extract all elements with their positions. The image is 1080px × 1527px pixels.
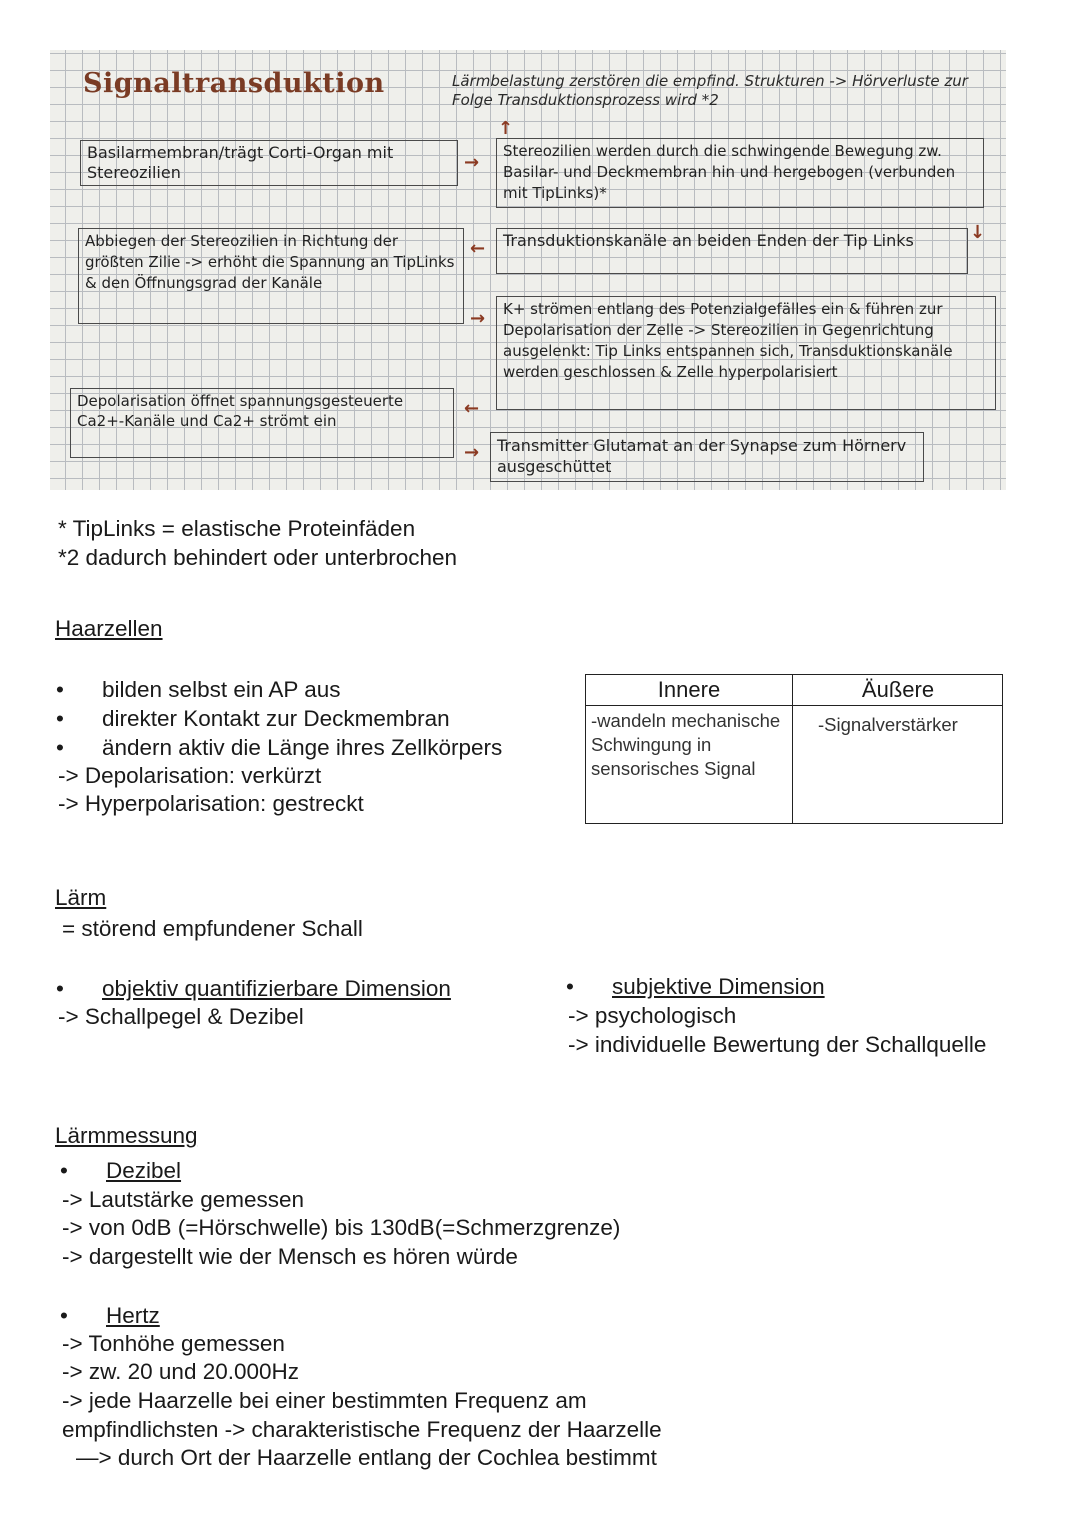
list-line: -> Tonhöhe gemessen <box>62 1331 285 1356</box>
list-line: -> Hyperpolarisation: gestreckt <box>58 791 364 816</box>
list-line: -> Schallpegel & Dezibel <box>58 1004 304 1029</box>
arrow-right-icon: → <box>464 442 480 463</box>
list-item: • Hertz <box>60 1303 160 1328</box>
list-line: empfindlichsten -> charakteristische Frequenz der Haarzelle <box>62 1417 662 1442</box>
list-line: -> Depolarisation: verkürzt <box>58 763 322 788</box>
list-item: • ändern aktiv die Länge ihres Zellkörpers <box>56 735 503 760</box>
table-header-innere: Innere <box>657 677 721 702</box>
list-item: • bilden selbst ein AP aus <box>56 677 341 702</box>
box-abbiegen: Abbiegen der Stereozilien in Richtung der größten Zilie -> erhöht die Spannung an TipLinks & den Öffnungsgrad der Kanäle <box>78 228 464 324</box>
bullet-icon: • <box>56 735 64 760</box>
list-line: -> dargestellt wie der Mensch es hören würde <box>62 1244 518 1269</box>
table-cell-innere-line: -wandeln mechanische <box>591 710 781 731</box>
list-line: -> zw. 20 und 20.000Hz <box>62 1359 300 1384</box>
table-cell-innere-line: sensorisches Signal <box>591 758 756 779</box>
haarzellen-table <box>585 674 1003 824</box>
list-item: • objektiv quantifizierbare Dimension <box>56 976 451 1001</box>
footnote-tiplinks: * TipLinks = elastische Proteinfäden <box>58 516 416 541</box>
table-header-aeussere: Äußere <box>861 677 935 702</box>
bullet-icon: • <box>56 976 64 1001</box>
box-kalium-einstrom: K+ strömen entlang des Potenzialgefälles ein & führen zur Depolarisation der Zelle -> Stereozilien in Gegenrichtung ausgelenkt: Tip Links entspannen sich, Transduktionskanäle werden geschlossen & Zelle hyperpolarisiert <box>496 296 996 410</box>
arrow-up-icon: ↑ <box>498 118 514 139</box>
laerm-definition: = störend empfundener Schall <box>62 916 363 941</box>
box-transduktionskanaele: Transduktionskanäle an beiden Enden der Tip Links <box>496 228 968 274</box>
bullet-icon: • <box>60 1303 68 1328</box>
list-item: • subjektive Dimension <box>566 974 825 999</box>
bullet-icon: • <box>60 1158 68 1183</box>
list-line: -> Lautstärke gemessen <box>62 1187 305 1212</box>
heading-laerm: Lärm <box>55 885 107 910</box>
list-item: • direkter Kontakt zur Deckmembran <box>56 706 450 731</box>
box-transmitter: Transmitter Glutamat an der Synapse zum Hörnerv ausgeschüttet <box>490 432 924 482</box>
list-line: -> von 0dB (=Hörschwelle) bis 130dB(=Schmerzgrenze) <box>62 1215 621 1240</box>
handwritten-notes-photo <box>50 50 1006 490</box>
arrow-right-icon: → <box>464 152 480 173</box>
bullet-icon: • <box>56 677 64 702</box>
handwritten-title: Signaltransduktion <box>83 68 385 99</box>
box-basilarmembran: Basilarmembran/trägt Corti-Organ mit Stereozilien <box>80 140 458 186</box>
heading-haarzellen: Haarzellen <box>55 616 163 641</box>
list-line: -> jede Haarzelle bei einer bestimmten Frequenz am <box>62 1388 587 1413</box>
arrow-left-icon: ← <box>470 238 486 259</box>
list-line: -> individuelle Bewertung der Schallquelle <box>568 1032 987 1057</box>
box-stereozilien: Stereozilien werden durch die schwingende Bewegung zw. Basilar- und Deckmembran hin und hergebogen (verbunden mit TipLinks)* <box>496 138 984 208</box>
bullet-icon: • <box>56 706 64 731</box>
handwritten-note: Lärmbelastung zerstören die empfind. Strukturen -> Hörverluste zur Folge Transduktionsprozess wird *2 <box>452 72 968 109</box>
arrow-right-icon: → <box>470 308 486 329</box>
table-cell-innere-line: Schwingung in <box>591 734 712 755</box>
bullet-icon: • <box>566 974 574 999</box>
heading-laermmessung: Lärmmessung <box>55 1123 198 1148</box>
box-depolarisation: Depolarisation öffnet spannungsgesteuerte Ca2+-Kanäle und Ca2+ strömt ein <box>70 388 454 458</box>
list-line: -> psychologisch <box>568 1003 737 1028</box>
footnote-2: *2 dadurch behindert oder unterbrochen <box>58 545 458 570</box>
arrow-down-icon: ↓ <box>970 222 986 243</box>
list-item: • Dezibel <box>60 1158 182 1183</box>
table-cell-aeussere: -Signalverstärker <box>818 714 958 735</box>
arrow-left-icon: ← <box>464 398 480 419</box>
list-line: —> durch Ort der Haarzelle entlang der Cochlea bestimmt <box>76 1445 657 1470</box>
